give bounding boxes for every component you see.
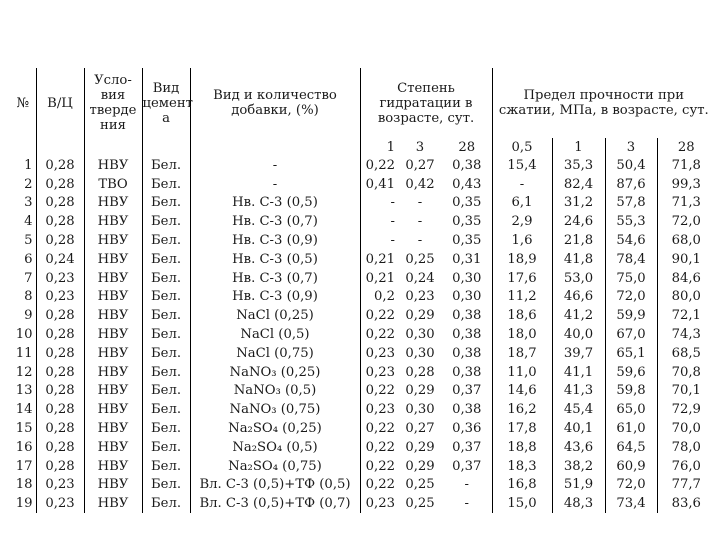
cell-strength-3: 57,8 [605,194,657,213]
cell-wc-ratio: 0,28 [36,438,84,457]
subheader-strength-28: 28 [657,138,715,156]
table-row [10,494,715,513]
cell-additive: Нв. С-3 (0,9) [190,231,360,250]
cell-hydration-28: - [464,477,469,493]
cell-strength-05: 18,3 [492,457,552,476]
cell-number: 11 [15,345,33,361]
cell-strength-05: 17,6 [492,269,552,288]
table-row [10,212,715,231]
cell-strength-05: 1,6 [492,231,552,250]
subheader-blank [10,138,36,156]
cell-strength-28: 83,6 [657,494,715,513]
table-row [10,438,715,457]
cell-conditions: НВУ [84,382,142,401]
cell-wc-ratio: 0,28 [36,363,84,382]
cell-strength-1: 31,2 [552,194,605,213]
table-row [10,363,715,382]
cell-strength-1: 43,6 [552,438,605,457]
table-body [10,156,715,513]
cell-cement-type: Бел. [142,194,190,213]
header-cement: Вид цемент а [142,68,190,138]
cell-cement-type: Бел. [142,231,190,250]
header-wc: В/Ц [36,68,84,138]
cell-hydration-1: - [360,231,398,250]
cell-number: 17 [15,458,33,474]
cell-additive: Вл. С-3 (0,5)+ТФ (0,7) [190,494,360,513]
cell-conditions: НВУ [84,269,142,288]
table-row [10,175,715,194]
cell-hydration-3: 0,29 [405,308,435,324]
cell-conditions: НВУ [84,325,142,344]
cell-hydration-28: 0,30 [452,289,482,305]
cell-hydration-1: 0,21 [360,269,398,288]
cell-strength-05: 16,8 [492,476,552,495]
header-row [10,68,715,138]
cell-wc-ratio: 0,28 [36,194,84,213]
cell-strength-05: - [492,175,552,194]
cell-strength-3: 87,6 [605,175,657,194]
cell-strength-3: 59,6 [605,363,657,382]
cell-wc-ratio: 0,28 [36,457,84,476]
cell-strength-28: 78,0 [657,438,715,457]
cell-hydration-3: - [417,214,423,230]
cell-strength-1: 39,7 [552,344,605,363]
table-row [10,344,715,363]
cell-conditions: НВУ [84,419,142,438]
cell-wc-ratio: 0,28 [36,156,84,175]
cell-strength-05: 18,6 [492,306,552,325]
cell-hydration-28: 0,31 [452,251,482,267]
table-row [10,419,715,438]
cell-hydration-1: 0,22 [360,156,398,175]
subheader-blank [84,138,142,156]
subheader-strength-3: 3 [605,138,657,156]
cell-wc-ratio: 0,23 [36,288,84,307]
table-row [10,156,715,175]
cell-number: 1 [24,157,33,173]
cell-conditions: НВУ [84,457,142,476]
cell-strength-1: 45,4 [552,400,605,419]
cell-hydration-3: 0,27 [405,157,435,173]
cell-number: 9 [24,308,33,324]
cell-strength-3: 61,0 [605,419,657,438]
subheader-blank [36,138,84,156]
cell-number: 14 [15,402,33,418]
cell-strength-3: 72,0 [605,288,657,307]
cell-strength-28: 84,6 [657,269,715,288]
cell-wc-ratio: 0,28 [36,231,84,250]
cell-number: 15 [15,421,33,437]
cell-hydration-3: - [417,195,423,211]
cell-hydration-3: 0,30 [405,402,435,418]
cell-wc-ratio: 0,23 [36,494,84,513]
cell-hydration-1: 0,2 [360,288,398,307]
cell-cement-type: Бел. [142,363,190,382]
subheader-strength-05: 0,5 [492,138,552,156]
cell-hydration-1: 0,23 [360,494,398,513]
cell-strength-1: 35,3 [552,156,605,175]
cell-strength-05: 15,0 [492,494,552,513]
cell-number: 18 [15,477,33,493]
cell-hydration-3: 0,30 [405,345,435,361]
cell-hydration-1: 0,22 [360,419,398,438]
cell-cement-type: Бел. [142,212,190,231]
cell-additive: NaNO₃ (0,25) [190,363,360,382]
cell-wc-ratio: 0,23 [36,476,84,495]
cell-strength-3: 60,9 [605,457,657,476]
cell-number: 16 [15,439,33,455]
cell-additive: NaCl (0,25) [190,306,360,325]
cell-strength-3: 54,6 [605,231,657,250]
cell-wc-ratio: 0,28 [36,325,84,344]
cell-strength-3: 78,4 [605,250,657,269]
header-no: № [16,95,29,111]
cell-conditions: НВУ [84,156,142,175]
cell-hydration-28: 0,38 [452,327,482,343]
cell-hydration-28: - [464,496,469,512]
cell-additive: Нв. С-3 (0,7) [190,269,360,288]
subheader-blank [142,138,190,156]
cell-strength-05: 14,6 [492,382,552,401]
cell-strength-05: 11,2 [492,288,552,307]
cell-wc-ratio: 0,28 [36,382,84,401]
cell-number: 5 [24,233,33,249]
table-row [10,288,715,307]
cell-number: 19 [15,496,33,512]
cell-hydration-1: - [360,212,398,231]
cell-additive: Нв. С-3 (0,5) [190,194,360,213]
cell-number: 12 [15,364,33,380]
cell-conditions: НВУ [84,344,142,363]
cell-additive: Na₂SO₄ (0,5) [190,438,360,457]
header-additive: Вид и количество добавки, (%) [190,68,360,138]
cell-strength-28: 90,1 [657,250,715,269]
cell-hydration-3: 0,29 [405,383,435,399]
cell-wc-ratio: 0,28 [36,306,84,325]
cell-wc-ratio: 0,24 [36,250,84,269]
table-row [10,457,715,476]
cell-hydration-28: 0,37 [452,439,482,455]
cell-strength-1: 21,8 [552,231,605,250]
cell-strength-3: 65,1 [605,344,657,363]
cell-additive: NaNO₃ (0,75) [190,400,360,419]
cell-cement-type: Бел. [142,457,190,476]
subheader-hydration-28: 28 [458,139,476,155]
cell-strength-1: 24,6 [552,212,605,231]
cell-hydration-1: 0,22 [360,382,398,401]
cell-strength-3: 64,5 [605,438,657,457]
cell-strength-1: 38,2 [552,457,605,476]
cell-strength-28: 70,0 [657,419,715,438]
cell-hydration-3: 0,23 [405,289,435,305]
header-hydration: Степень гидратации в возрасте, сут. [360,68,492,138]
cell-strength-28: 77,7 [657,476,715,495]
cell-hydration-1: 0,21 [360,250,398,269]
cell-strength-3: 73,4 [605,494,657,513]
cell-number: 10 [15,327,33,343]
cell-hydration-1: - [360,194,398,213]
cell-additive: - [190,156,360,175]
cell-hydration-1: 0,22 [360,325,398,344]
cell-hydration-28: 0,37 [452,383,482,399]
cell-cement-type: Бел. [142,400,190,419]
cell-hydration-28: 0,30 [452,270,482,286]
cell-hydration-3: 0,28 [405,364,435,380]
cell-hydration-28: 0,37 [452,458,482,474]
cell-strength-28: 71,3 [657,194,715,213]
cell-hydration-1: 0,22 [360,476,398,495]
cell-strength-05: 18,7 [492,344,552,363]
cell-hydration-3: 0,29 [405,439,435,455]
cell-hydration-1: 0,22 [360,438,398,457]
cell-wc-ratio: 0,28 [36,212,84,231]
cell-hydration-3: 0,24 [405,270,435,286]
table-row [10,382,715,401]
cell-number: 7 [24,270,33,286]
cell-strength-05: 15,4 [492,156,552,175]
cell-cement-type: Бел. [142,344,190,363]
cell-cement-type: Бел. [142,156,190,175]
cell-hydration-3: 0,29 [405,458,435,474]
subheader-hydration-1: 1 [360,138,398,156]
cell-strength-1: 40,0 [552,325,605,344]
cell-hydration-1: 0,41 [360,175,398,194]
cell-additive: NaNO₃ (0,5) [190,382,360,401]
cell-strength-1: 48,3 [552,494,605,513]
cell-hydration-28: 0,35 [452,233,482,249]
cell-strength-28: 72,1 [657,306,715,325]
cell-strength-3: 50,4 [605,156,657,175]
table-row [10,476,715,495]
cell-hydration-28: 0,38 [452,345,482,361]
cell-cement-type: Бел. [142,306,190,325]
cell-wc-ratio: 0,28 [36,400,84,419]
cell-conditions: НВУ [84,288,142,307]
cell-strength-05: 18,8 [492,438,552,457]
cell-conditions: НВУ [84,231,142,250]
cell-hydration-1: 0,23 [360,344,398,363]
subheader-row [10,138,715,156]
cell-strength-05: 2,9 [492,212,552,231]
cell-additive: - [190,175,360,194]
cell-strength-28: 72,0 [657,212,715,231]
cell-wc-ratio: 0,23 [36,269,84,288]
cell-strength-1: 41,3 [552,382,605,401]
table-row [10,231,715,250]
cell-cement-type: Бел. [142,419,190,438]
cell-additive: Na₂SO₄ (0,25) [190,419,360,438]
table-row [10,250,715,269]
cell-conditions: НВУ [84,400,142,419]
cell-strength-3: 59,8 [605,382,657,401]
cell-strength-1: 41,1 [552,363,605,382]
cell-strength-05: 18,0 [492,325,552,344]
cell-strength-1: 41,2 [552,306,605,325]
cell-hydration-28: 0,38 [452,157,482,173]
header-strength: Предел прочности при сжатии, МПа, в возрасте, сут. [492,68,715,138]
cell-hydration-3: - [417,233,423,249]
cell-hydration-3: 0,25 [405,251,435,267]
cell-conditions: НВУ [84,306,142,325]
cell-strength-1: 41,8 [552,250,605,269]
cell-cement-type: Бел. [142,494,190,513]
cell-hydration-28: 0,35 [452,214,482,230]
cell-strength-05: 6,1 [492,194,552,213]
cell-strength-05: 11,0 [492,363,552,382]
cell-conditions: НВУ [84,363,142,382]
cell-strength-28: 68,0 [657,231,715,250]
cell-cement-type: Бел. [142,476,190,495]
cell-strength-28: 76,0 [657,457,715,476]
cell-hydration-3: 0,27 [405,421,435,437]
cell-strength-1: 51,9 [552,476,605,495]
cell-cement-type: Бел. [142,269,190,288]
cell-hydration-28: 0,38 [452,402,482,418]
cell-strength-1: 40,1 [552,419,605,438]
cell-hydration-28: 0,36 [452,421,482,437]
cell-number: 6 [24,251,33,267]
cell-strength-28: 71,8 [657,156,715,175]
cell-strength-05: 17,8 [492,419,552,438]
table-row [10,269,715,288]
cell-hydration-1: 0,23 [360,363,398,382]
subheader-blank [190,138,360,156]
cell-strength-28: 68,5 [657,344,715,363]
cell-cement-type: Бел. [142,438,190,457]
cell-strength-3: 55,3 [605,212,657,231]
cell-number: 8 [24,289,33,305]
cell-hydration-3: 0,25 [405,496,435,512]
cell-hydration-28: 0,43 [452,176,482,192]
cell-hydration-1: 0,22 [360,457,398,476]
cell-hydration-28: 0,38 [452,308,482,324]
cell-conditions: НВУ [84,212,142,231]
table-row [10,306,715,325]
cell-hydration-28: 0,35 [452,195,482,211]
cell-additive: Нв. С-3 (0,9) [190,288,360,307]
header-conditions: Усло-вия тверде ния [84,68,142,138]
table-row [10,325,715,344]
cell-wc-ratio: 0,28 [36,344,84,363]
cell-conditions: НВУ [84,494,142,513]
cell-strength-1: 53,0 [552,269,605,288]
cell-strength-28: 99,3 [657,175,715,194]
cell-conditions: НВУ [84,250,142,269]
cell-conditions: НВУ [84,194,142,213]
cell-cement-type: Бел. [142,325,190,344]
cell-strength-28: 70,1 [657,382,715,401]
cell-conditions: ТВО [84,175,142,194]
cell-strength-1: 82,4 [552,175,605,194]
cell-strength-28: 72,9 [657,400,715,419]
cell-strength-05: 18,9 [492,250,552,269]
cell-strength-3: 59,9 [605,306,657,325]
cell-hydration-1: 0,22 [360,306,398,325]
table-row [10,194,715,213]
cell-cement-type: Бел. [142,382,190,401]
cell-strength-28: 70,8 [657,363,715,382]
cell-additive: Вл. С-3 (0,5)+ТФ (0,5) [190,476,360,495]
cell-strength-3: 75,0 [605,269,657,288]
cell-additive: Нв. С-3 (0,5) [190,250,360,269]
cell-additive: NaCl (0,5) [190,325,360,344]
cell-strength-3: 67,0 [605,325,657,344]
cell-hydration-3: 0,30 [405,327,435,343]
cell-cement-type: Бел. [142,175,190,194]
cell-strength-28: 80,0 [657,288,715,307]
cell-hydration-28: 0,38 [452,364,482,380]
cell-cement-type: Бел. [142,288,190,307]
cell-wc-ratio: 0,28 [36,419,84,438]
cell-strength-1: 46,6 [552,288,605,307]
cell-number: 13 [15,383,33,399]
cell-additive: NaCl (0,75) [190,344,360,363]
subheader-hydration-3: 3 [415,139,425,155]
data-table [10,68,715,513]
cell-strength-05: 16,2 [492,400,552,419]
cell-additive: Na₂SO₄ (0,75) [190,457,360,476]
cell-number: 4 [24,214,33,230]
cell-hydration-3: 0,25 [405,477,435,493]
cell-wc-ratio: 0,28 [36,175,84,194]
cell-number: 3 [24,195,33,211]
cell-conditions: НВУ [84,438,142,457]
cell-strength-28: 74,3 [657,325,715,344]
cell-number: 2 [24,176,33,192]
table-row [10,400,715,419]
cell-conditions: НВУ [84,476,142,495]
cell-strength-3: 65,0 [605,400,657,419]
cell-cement-type: Бел. [142,250,190,269]
cell-additive: Нв. С-3 (0,7) [190,212,360,231]
cell-hydration-3: 0,42 [405,176,435,192]
subheader-strength-1: 1 [552,138,605,156]
cell-strength-3: 72,0 [605,476,657,495]
cell-hydration-1: 0,23 [360,400,398,419]
